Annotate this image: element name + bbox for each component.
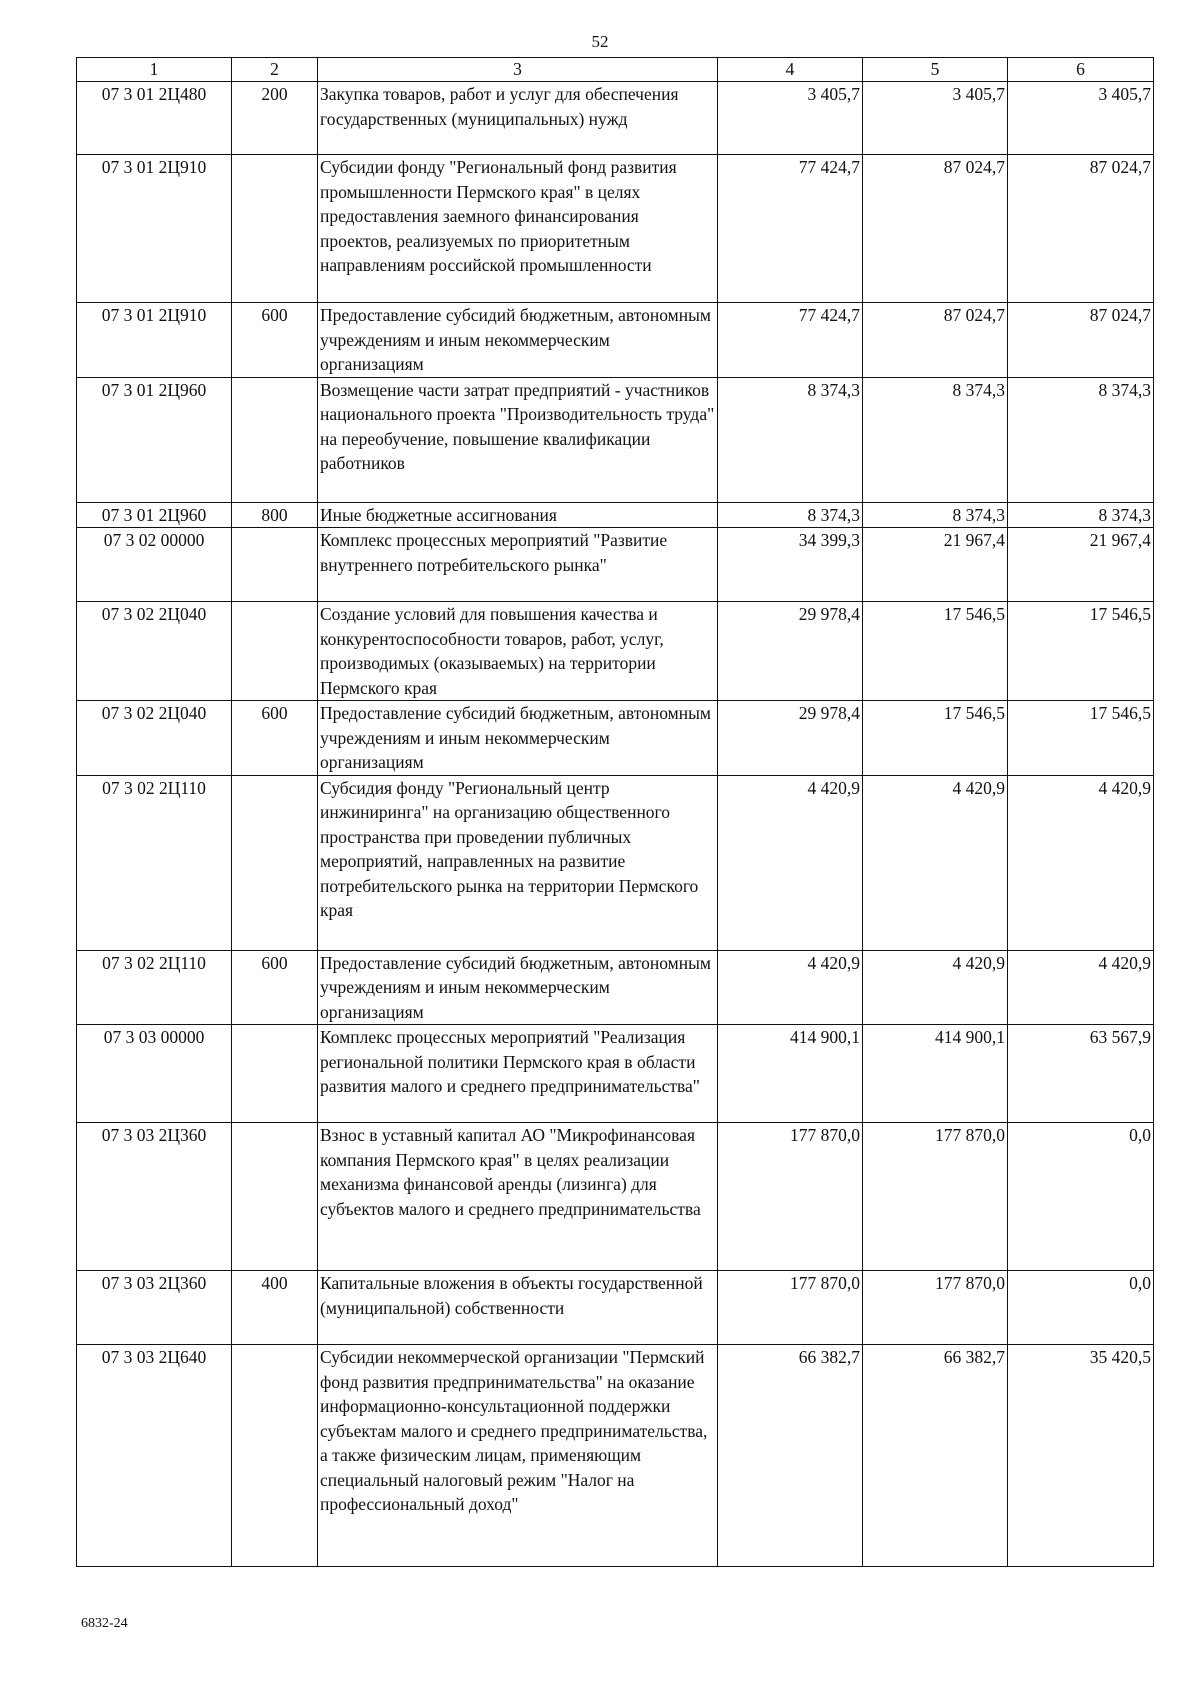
cell-value-4: 4 420,9 <box>718 775 863 950</box>
cell-value-6: 8 374,3 <box>1008 502 1154 528</box>
cell-value-6: 0,0 <box>1008 1271 1154 1345</box>
cell-code: 07 3 02 00000 <box>77 528 232 602</box>
table-row <box>77 528 1154 602</box>
cell-expense-type: 600 <box>232 950 318 1025</box>
cell-name: Субсидия фонду "Региональный центр инжиниринга" на организацию общественного пространства при проведении публичных мероприятий, направленных на развитие потребительского рынка на территории Пермского края <box>318 775 718 950</box>
cell-value-6: 87 024,7 <box>1008 155 1154 303</box>
cell-code: 07 3 02 2Ц110 <box>77 775 232 950</box>
cell-value-5: 21 967,4 <box>863 528 1008 602</box>
cell-code: 07 3 01 2Ц910 <box>77 155 232 303</box>
cell-code: 07 3 03 2Ц360 <box>77 1271 232 1345</box>
cell-value-5: 17 546,5 <box>863 701 1008 776</box>
cell-value-6: 4 420,9 <box>1008 950 1154 1025</box>
cell-value-4: 77 424,7 <box>718 155 863 303</box>
cell-code: 07 3 02 2Ц110 <box>77 950 232 1025</box>
cell-expense-type <box>232 155 318 303</box>
cell-value-5: 4 420,9 <box>863 775 1008 950</box>
table-row <box>77 1123 1154 1271</box>
column-header-5: 5 <box>863 58 1008 82</box>
table-row <box>77 155 1154 303</box>
cell-expense-type <box>232 775 318 950</box>
cell-expense-type: 200 <box>232 82 318 155</box>
cell-value-4: 29 978,4 <box>718 701 863 776</box>
table-body <box>77 82 1154 1567</box>
cell-value-6: 0,0 <box>1008 1123 1154 1271</box>
cell-code: 07 3 01 2Ц480 <box>77 82 232 155</box>
cell-value-4: 4 420,9 <box>718 950 863 1025</box>
cell-name: Возмещение части затрат предприятий - участников национального проекта "Производительность труда" на переобучение, повышение квалификации работников <box>318 377 718 502</box>
cell-value-4: 8 374,3 <box>718 377 863 502</box>
cell-value-4: 66 382,7 <box>718 1345 863 1567</box>
cell-name: Комплекс процессных мероприятий "Реализация региональной политики Пермского края в области развития малого и среднего предпринимательства" <box>318 1025 718 1123</box>
table-row <box>77 82 1154 155</box>
cell-name: Создание условий для повышения качества и конкурентоспособности товаров, работ, услуг, производимых (оказываемых) на территории Пермского края <box>318 602 718 701</box>
cell-value-5: 8 374,3 <box>863 502 1008 528</box>
cell-expense-type <box>232 1345 318 1567</box>
cell-value-4: 177 870,0 <box>718 1271 863 1345</box>
cell-value-6: 35 420,5 <box>1008 1345 1154 1567</box>
cell-name: Взнос в уставный капитал АО "Микрофинансовая компания Пермского края" в целях реализации механизма финансовой аренды (лизинга) для субъектов малого и среднего предпринимательства <box>318 1123 718 1271</box>
column-header-6: 6 <box>1008 58 1154 82</box>
cell-name: Предоставление субсидий бюджетным, автономным учреждениям и иным некоммерческим организациям <box>318 701 718 776</box>
budget-table <box>76 57 1154 1567</box>
cell-value-4: 29 978,4 <box>718 602 863 701</box>
document-code: 6832-24 <box>81 1616 128 1631</box>
cell-value-4: 3 405,7 <box>718 82 863 155</box>
cell-expense-type <box>232 602 318 701</box>
cell-value-6: 8 374,3 <box>1008 377 1154 502</box>
column-header-3: 3 <box>318 58 718 82</box>
table-row <box>77 502 1154 528</box>
cell-value-4: 77 424,7 <box>718 303 863 378</box>
cell-code: 07 3 03 2Ц360 <box>77 1123 232 1271</box>
cell-value-4: 177 870,0 <box>718 1123 863 1271</box>
cell-name: Капитальные вложения в объекты государственной (муниципальной) собственности <box>318 1271 718 1345</box>
cell-value-5: 87 024,7 <box>863 155 1008 303</box>
table-row <box>77 950 1154 1025</box>
cell-value-6: 63 567,9 <box>1008 1025 1154 1123</box>
column-header-4: 4 <box>718 58 863 82</box>
cell-code: 07 3 02 2Ц040 <box>77 602 232 701</box>
cell-name: Иные бюджетные ассигнования <box>318 502 718 528</box>
cell-value-5: 4 420,9 <box>863 950 1008 1025</box>
table-header <box>77 58 1154 82</box>
cell-value-5: 177 870,0 <box>863 1123 1008 1271</box>
table-row <box>77 377 1154 502</box>
cell-value-6: 87 024,7 <box>1008 303 1154 378</box>
cell-code: 07 3 03 2Ц640 <box>77 1345 232 1567</box>
cell-name: Предоставление субсидий бюджетным, автономным учреждениям и иным некоммерческим организациям <box>318 950 718 1025</box>
cell-expense-type <box>232 1123 318 1271</box>
table-row <box>77 1345 1154 1567</box>
cell-name: Предоставление субсидий бюджетным, автономным учреждениям и иным некоммерческим организациям <box>318 303 718 378</box>
cell-value-6: 17 546,5 <box>1008 701 1154 776</box>
table-row <box>77 775 1154 950</box>
column-header-1: 1 <box>77 58 232 82</box>
cell-value-4: 8 374,3 <box>718 502 863 528</box>
cell-code: 07 3 01 2Ц910 <box>77 303 232 378</box>
cell-value-5: 87 024,7 <box>863 303 1008 378</box>
cell-value-6: 21 967,4 <box>1008 528 1154 602</box>
cell-expense-type: 600 <box>232 303 318 378</box>
column-header-2: 2 <box>232 58 318 82</box>
cell-expense-type <box>232 377 318 502</box>
cell-name: Закупка товаров, работ и услуг для обеспечения государственных (муниципальных) нужд <box>318 82 718 155</box>
cell-value-5: 17 546,5 <box>863 602 1008 701</box>
cell-code: 07 3 03 00000 <box>77 1025 232 1123</box>
cell-value-6: 17 546,5 <box>1008 602 1154 701</box>
table-row <box>77 1025 1154 1123</box>
cell-name: Субсидии некоммерческой организации "Пермский фонд развития предпринимательства" на оказание информационно-консультационной поддержки субъектам малого и среднего предпринимательства, а также физическим лицам, применяющим специальный налоговый режим "Налог на профессиональный доход" <box>318 1345 718 1567</box>
cell-value-6: 3 405,7 <box>1008 82 1154 155</box>
cell-value-4: 34 399,3 <box>718 528 863 602</box>
table-row <box>77 1271 1154 1345</box>
cell-expense-type <box>232 1025 318 1123</box>
cell-expense-type: 800 <box>232 502 318 528</box>
header-row <box>77 58 1154 82</box>
cell-expense-type: 600 <box>232 701 318 776</box>
cell-value-5: 414 900,1 <box>863 1025 1008 1123</box>
cell-value-6: 4 420,9 <box>1008 775 1154 950</box>
cell-code: 07 3 01 2Ц960 <box>77 502 232 528</box>
cell-value-5: 3 405,7 <box>863 82 1008 155</box>
cell-expense-type: 400 <box>232 1271 318 1345</box>
table-row <box>77 701 1154 776</box>
cell-name: Субсидии фонду "Региональный фонд развития промышленности Пермского края" в целях предоставления заемного финансирования проектов, реализуемых по приоритетным направлениям российской промышленности <box>318 155 718 303</box>
cell-value-5: 177 870,0 <box>863 1271 1008 1345</box>
table-row <box>77 303 1154 378</box>
cell-code: 07 3 01 2Ц960 <box>77 377 232 502</box>
cell-expense-type <box>232 528 318 602</box>
page-number: 52 <box>591 32 609 51</box>
cell-name: Комплекс процессных мероприятий "Развитие внутреннего потребительского рынка" <box>318 528 718 602</box>
cell-value-4: 414 900,1 <box>718 1025 863 1123</box>
cell-code: 07 3 02 2Ц040 <box>77 701 232 776</box>
cell-value-5: 8 374,3 <box>863 377 1008 502</box>
cell-value-5: 66 382,7 <box>863 1345 1008 1567</box>
table-row <box>77 602 1154 701</box>
